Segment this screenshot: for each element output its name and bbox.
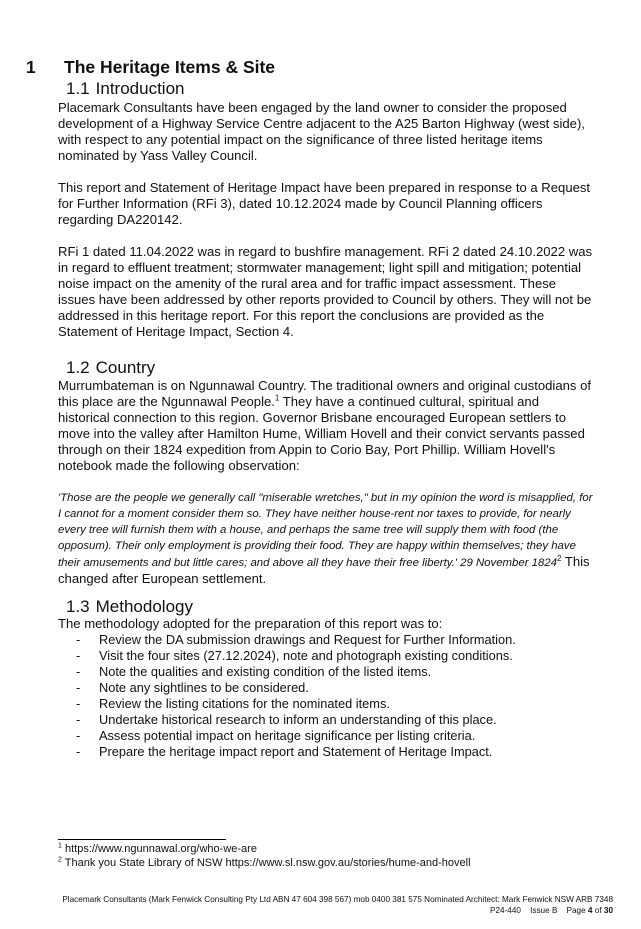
section-number: 1.1 bbox=[66, 79, 90, 98]
hovell-quote bbox=[58, 490, 593, 588]
intro-paragraph-3: RFi 1 dated 11.04.2022 was in regard to bushfire management. RFi 2 dated 24.10.2022 was in regard to effluent treatment; stormwater management; light spill and mitigation; potential noise impact on the amenity of the rural area and for traffic impact assessment. These issues have been addressed by other reports provided to Council by others. They will not be addressed in this heritage report. For this report the conclusions are provided as the Statement of Heritage Impact, Section 4. bbox=[58, 244, 593, 339]
footer-company-line: Placemark Consultants (Mark Fenwick Consulting Pty Ltd ABN 47 604 398 567) mob 0400 381 575 Nominated Architect: Mark Fenwick NSW ARB 7348 bbox=[62, 895, 613, 904]
chapter-title: The Heritage Items & Site bbox=[64, 57, 276, 77]
footer-issue: Issue B bbox=[530, 906, 558, 915]
footnote-1: $^1$ https://www.ngunnawal.org/who-we-are bbox=[58, 842, 257, 855]
footnote-separator bbox=[58, 839, 226, 840]
section-title: Country bbox=[95, 358, 156, 377]
section-number: 1.3 bbox=[66, 597, 90, 616]
list-item: - Review the listing citations for the nominated items. bbox=[76, 696, 390, 711]
footnote-link-1[interactable]: https://www.ngunnawal.org/who-we-are bbox=[64, 843, 257, 855]
after-quote-text: This changed after European settlement. bbox=[58, 554, 590, 586]
section-title: Introduction bbox=[95, 79, 185, 98]
footnote-text-2: Thank you State Library of NSW https://www.sl.nsw.gov.au/stories/hume-and-hovell bbox=[64, 857, 471, 869]
page-label: Page bbox=[566, 906, 586, 915]
list-item: - Review the DA submission drawings and Request for Further Information. bbox=[76, 632, 516, 647]
list-item: - Prepare the heritage impact report and Statement of Heritage Impact. bbox=[76, 744, 493, 759]
list-item: - Assess potential impact on heritage significance per listing criteria. bbox=[76, 728, 476, 743]
methodology-intro: The methodology adopted for the preparation of this report was to: bbox=[58, 616, 443, 631]
list-item: - Visit the four sites (27.12.2024), note and photograph existing conditions. bbox=[76, 648, 513, 663]
chapter-number: 1 bbox=[26, 57, 36, 77]
section-heading-methodology bbox=[66, 597, 193, 617]
page-total: 30 bbox=[603, 906, 613, 915]
section-title: Methodology bbox=[95, 597, 193, 616]
list-item: - Note the qualities and existing condition of the listed items. bbox=[76, 664, 432, 679]
footer-ref-line bbox=[62, 905, 613, 916]
list-item: - Note any sightlines to be considered. bbox=[76, 680, 309, 695]
footer-ref: P24-440 bbox=[490, 906, 521, 915]
section-heading-country bbox=[66, 358, 155, 378]
country-text-a: Murrumbateman is on Ngunnawal Country. The traditional owners and original custodians of this place are the Ngunnawal People. bbox=[58, 378, 592, 409]
page-footer bbox=[62, 894, 613, 916]
country-text-b: They have a continued cultural, spiritual and historical connection to this region. Governor Brisbane encouraged European settlers to move into the valley after Hamilton Hume, William Hovell and their convict servants passed through on their 1824 expedition from Appin to Corio Bay, Port Phillip. William Hovell's notebook made the following observation: bbox=[58, 394, 585, 473]
section-number: 1.2 bbox=[66, 358, 90, 377]
section-heading-introduction bbox=[66, 79, 184, 99]
page-number: 4 bbox=[587, 906, 593, 915]
footnote-2: $^2$ Thank you State Library of NSW https://www.sl.nsw.gov.au/stories/hume-and-hovell bbox=[58, 856, 471, 869]
intro-paragraph-1: Placemark Consultants have been engaged by the land owner to consider the proposed development of a Highway Service Centre adjacent to the A25 Barton Highway (west side), with respect to any potential impact on the significance of three listed heritage items nominated by Yass Valley Council. bbox=[58, 100, 585, 163]
footnote-ref-2[interactable]: 2 bbox=[557, 554, 562, 564]
list-item: - Undertake historical research to inform an understanding of this place. bbox=[76, 712, 497, 727]
country-paragraph bbox=[58, 378, 593, 474]
page-of: of bbox=[594, 906, 602, 915]
quote-text: 'Those are the people we generally call "miserable wretches," but in my opinion the word is misapplied, for I cannot for a moment consider them so. They have neither house-rent nor taxes to provide, for nearly every tree will furnish them with a house, and perhaps the same tree will supply them with food (the opposum). Their only employment is providing their food. They are happy within themselves; they have their amusements and but little cares; and above all they have their free liberty.' 29 November 1824 bbox=[58, 492, 593, 569]
footnote-ref-1[interactable]: 1 bbox=[274, 393, 280, 403]
intro-paragraph-2: This report and Statement of Heritage Impact have been prepared in response to a Request for Further Information (RFi 3), dated 10.12.2024 made by Council Planning officers regarding DA220142. bbox=[58, 180, 591, 227]
methodology-list bbox=[76, 632, 596, 760]
chapter-heading bbox=[26, 57, 275, 78]
